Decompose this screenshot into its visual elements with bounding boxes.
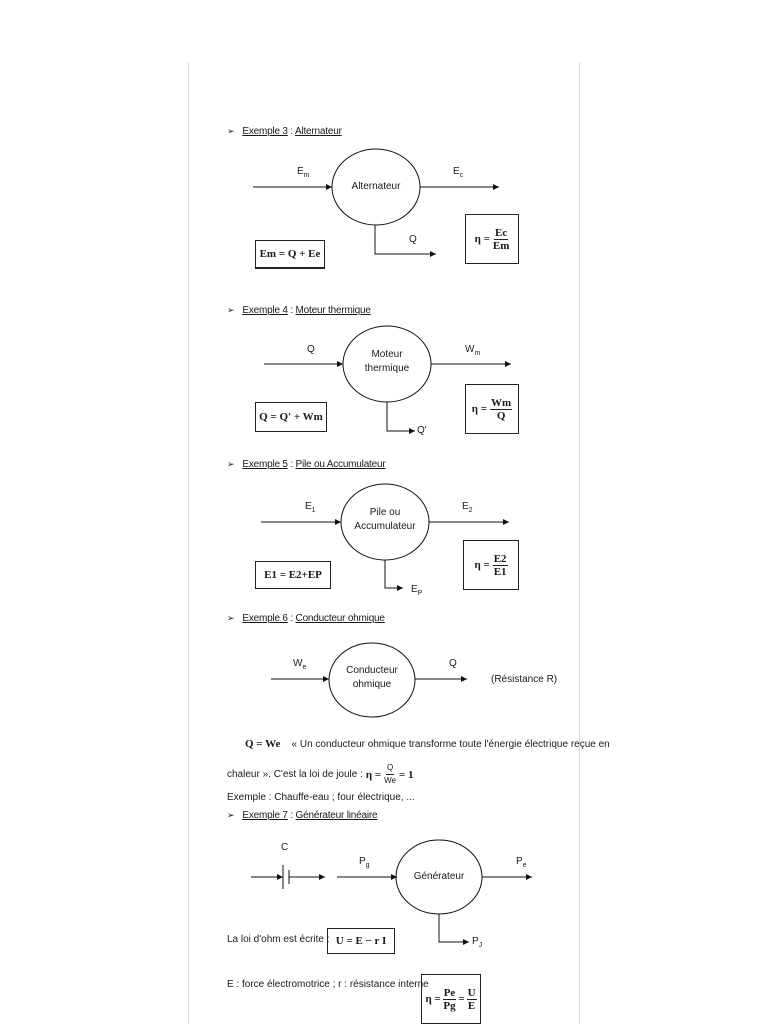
bullet-icon: ➢ (227, 810, 235, 820)
ex7-ohm-equation: U = E − r I (327, 928, 395, 954)
ex4-energy-equation: Q = Q' + Wm (255, 402, 327, 432)
ex6-ellipse-label: Conducteur ohmique (346, 665, 398, 690)
ex6-example-line: Exemple : Chauffe-eau ; four électrique, ... (227, 792, 415, 803)
ex5-ellipse-label: Pile ou Accumulateur (354, 507, 416, 532)
diagram-lines (189, 62, 579, 1024)
ex7-cell-label: C (281, 842, 289, 853)
ex5-input-label: $E_1$ (305, 501, 316, 514)
bullet-icon: ➢ (227, 459, 235, 469)
ex6-paragraph-line1: Q = We « Un conducteur ohmique transforme toute l'énergie électrique reçue en (245, 738, 610, 750)
ex6-resistance-note: (Résistance R) (491, 674, 558, 685)
ex7-input-label: $P_g$ (359, 856, 370, 869)
ex5-energy-equation: E1 = E2+EP (255, 561, 331, 589)
ex3-energy-equation: Em = Q + Ee (255, 240, 325, 269)
ex4-efficiency-box: η = $\frac{Wm}{Q}$ (465, 384, 519, 434)
ex7-efficiency-box: η = $\frac{Pe}{Pg}$ = $\frac{U}{E}$ (421, 974, 481, 1024)
ex7-ohm-text: La loi d'ohm est écrite : (227, 934, 330, 945)
ex7-heading: ➢ Exemple 7 : Générateur linéaire (227, 810, 378, 821)
bullet-icon: ➢ (227, 126, 235, 136)
document-page (188, 62, 610, 1024)
ex7-loss-line (439, 914, 469, 942)
ex6-output-label: Q (449, 658, 457, 669)
ex6-heading: ➢ Exemple 6 : Conducteur ohmique (227, 613, 385, 624)
bullet-icon: ➢ (227, 305, 235, 315)
ex5-efficiency-box: η = $\frac{E2}{E1}$ (463, 540, 519, 590)
ex4-output-label: $W_m$ (465, 344, 481, 357)
ex3-heading: ➢ Exemple 3 : Alternateur (227, 126, 342, 137)
ex4-heading: ➢ Exemple 4 : Moteur thermique (227, 305, 371, 316)
bullet-icon: ➢ (227, 613, 235, 623)
ex5-heading: ➢ Exemple 5 : Pile ou Accumulateur (227, 459, 386, 470)
ex3-output-label: $E_c$ (453, 166, 464, 179)
ex7-output-label: $P_e$ (516, 856, 527, 869)
ex3-loss-label: Q (409, 234, 417, 245)
ex4-loss-label: Q' (417, 425, 427, 436)
ex7-ellipse-label: Générateur (413, 871, 465, 882)
ex6-input-label: $W_e$ (293, 658, 307, 671)
ex7-loss-label: $P_J$ (472, 936, 483, 949)
ex5-loss-line (385, 560, 403, 588)
ex3-efficiency-box: η = $\frac{Ec}{Em}$ (465, 214, 519, 264)
ex6-paragraph-line2: chaleur ». C'est la loi de joule : η = $\frac{Q}{We}$ = 1 (227, 763, 414, 785)
ex5-loss-label: $E_P$ (411, 584, 423, 597)
ex5-output-label: $E_2$ (462, 501, 473, 514)
ex4-input-label: Q (307, 344, 315, 355)
ex3-input-label: $E_m$ (297, 166, 310, 179)
ex3-ellipse-label: Alternateur (351, 181, 401, 192)
ex3-loss-line (375, 225, 436, 254)
ex7-definitions: E : force électromotrice ; r : résistance interne (227, 979, 429, 990)
ex4-loss-line (387, 402, 415, 431)
ex4-ellipse-label: Moteur thermique (364, 349, 410, 374)
